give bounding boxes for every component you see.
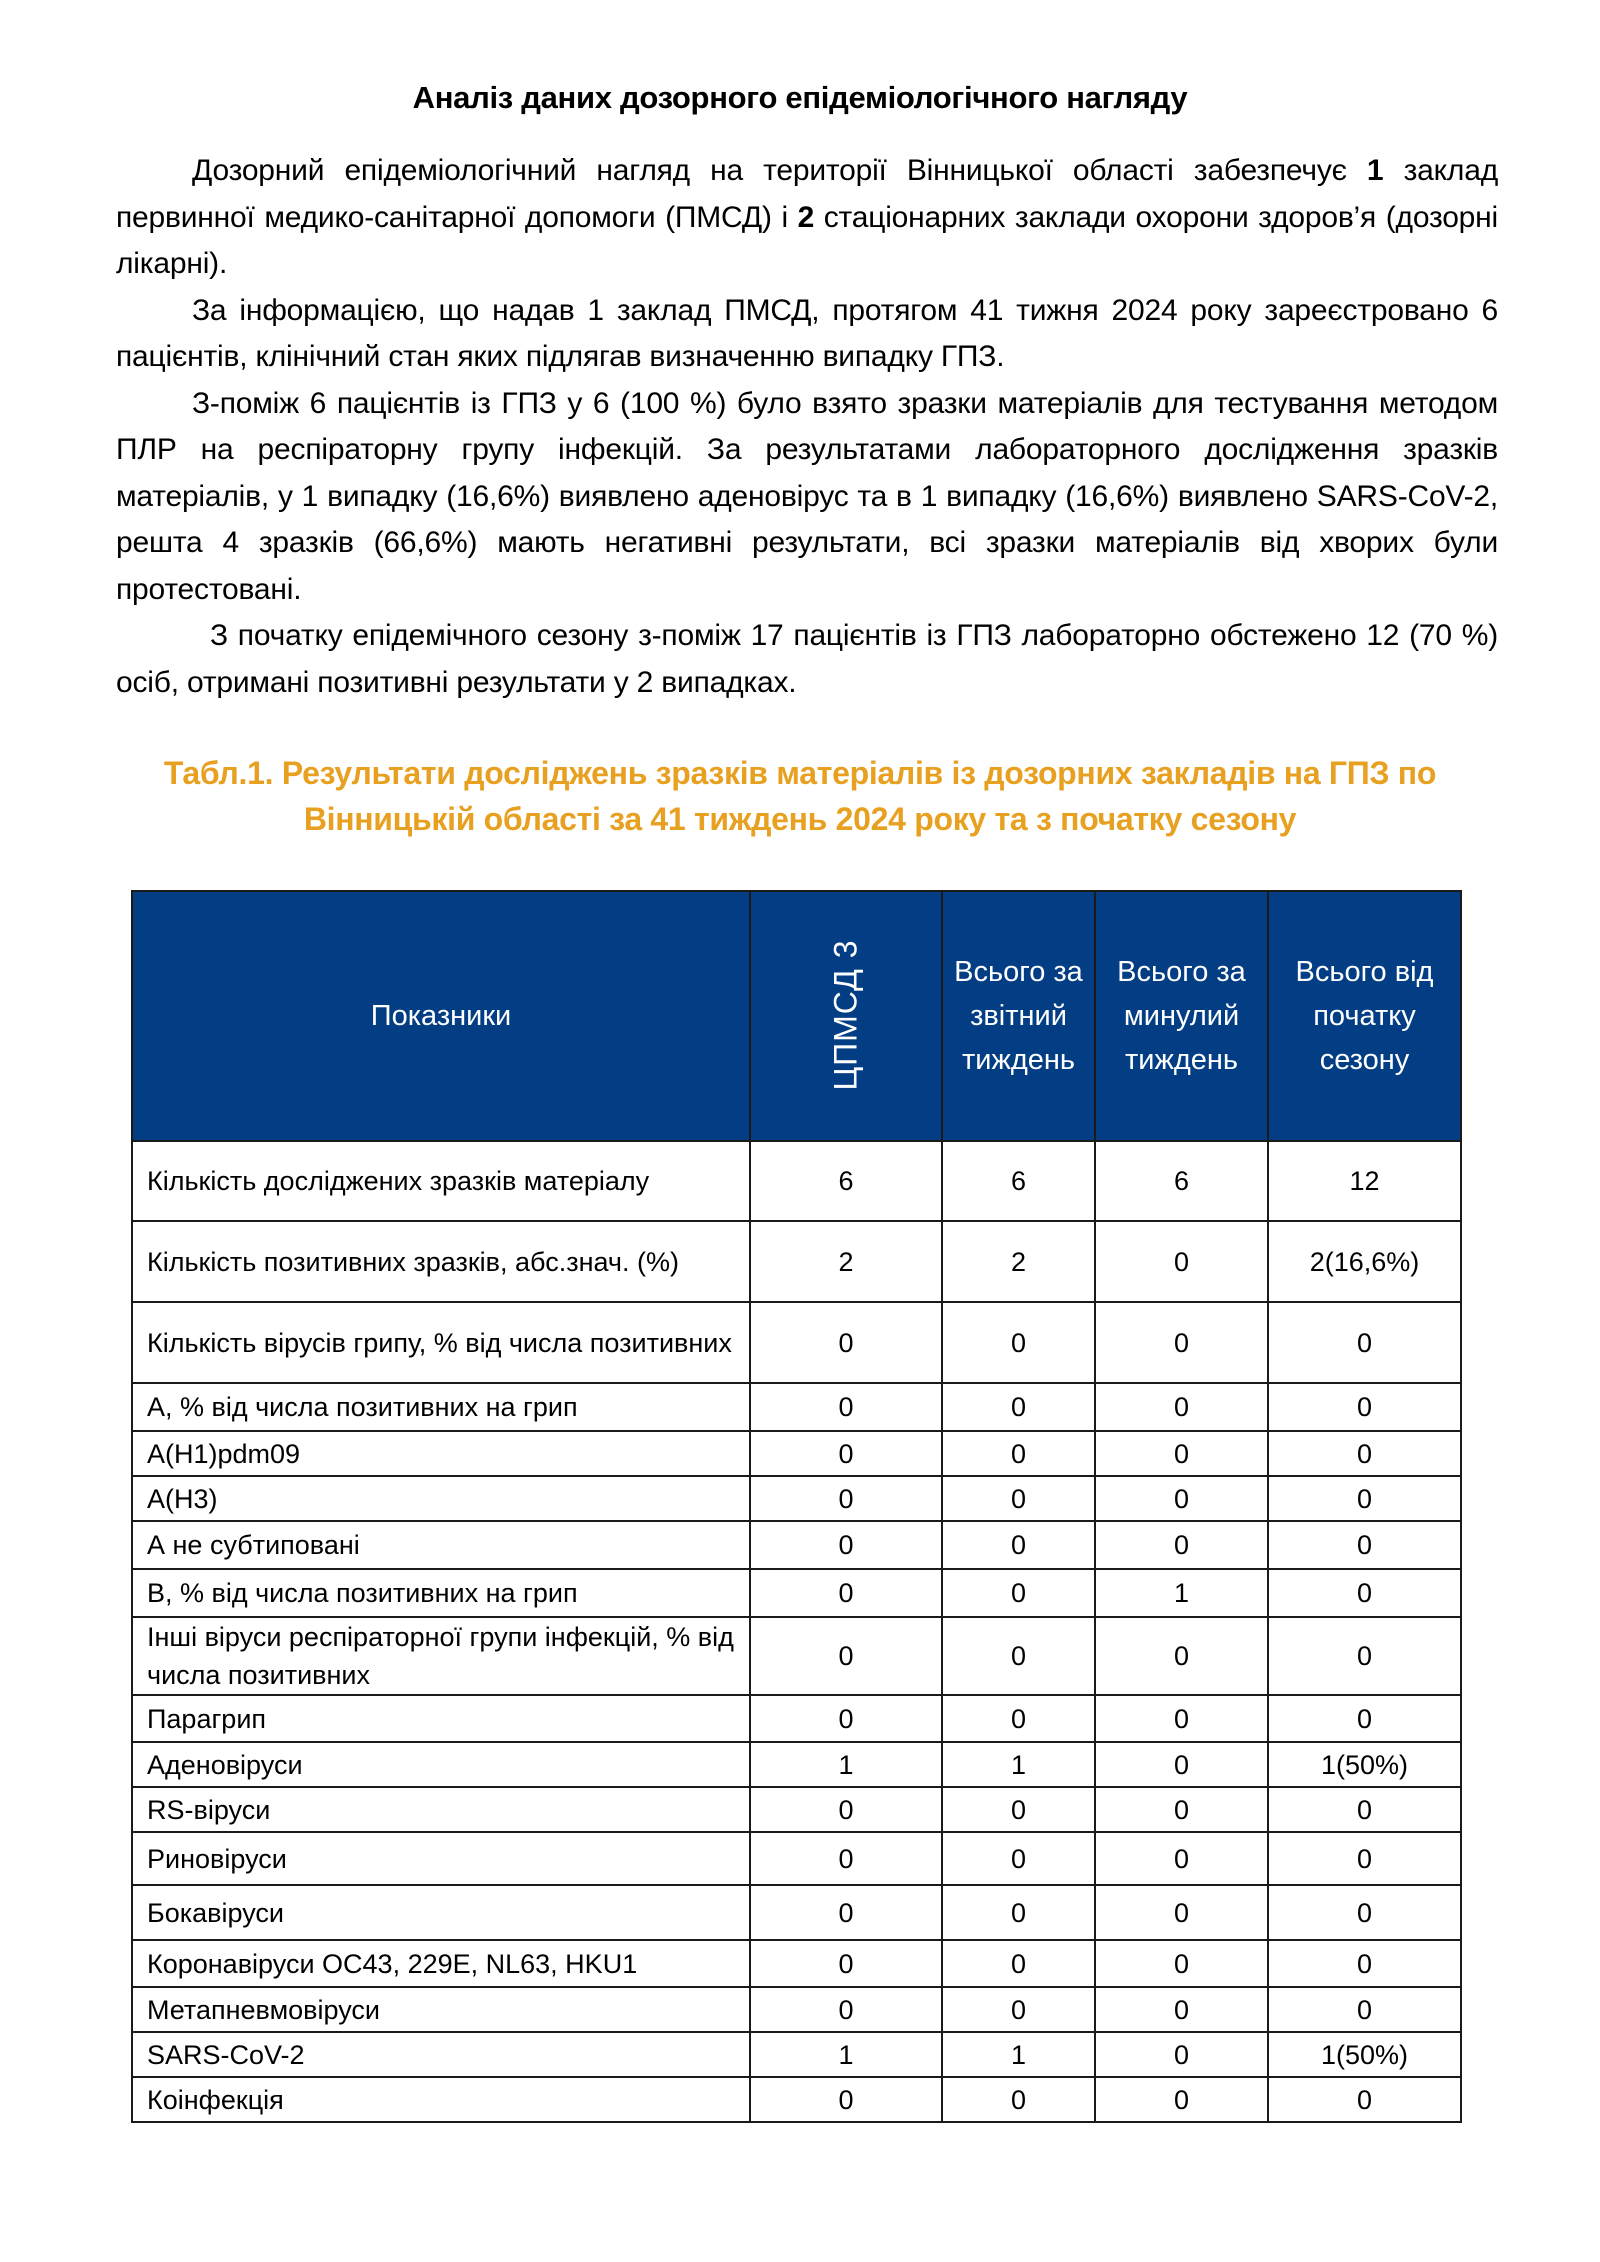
paragraph-1-count-pmsd: 1 bbox=[1366, 154, 1384, 187]
value-reporting-week: 0 bbox=[942, 1521, 1095, 1569]
value-reporting-week: 0 bbox=[942, 1787, 1095, 1832]
paragraph-1-part: Дозорний епідеміологічний нагляд на території Вінницької області забезпечує bbox=[192, 154, 1367, 187]
table-caption-line-2: Вінницькій області за 41 тиждень 2024 року та з початку сезону bbox=[303, 801, 1297, 837]
value-cpmsd3: 0 bbox=[750, 2077, 942, 2122]
value-cpmsd3: 0 bbox=[750, 1885, 942, 1940]
value-cpmsd3: 2 bbox=[750, 1221, 942, 1302]
header-cpmsd3 bbox=[750, 891, 942, 1141]
value-previous-week: 0 bbox=[1095, 1787, 1268, 1832]
value-previous-week: 0 bbox=[1095, 1940, 1268, 1987]
table-row bbox=[132, 2077, 1461, 2122]
document-title: Аналіз даних дозорного епідеміологічного нагляду bbox=[412, 80, 1188, 115]
header-indicators: Показники bbox=[132, 891, 750, 1141]
row-label: SARS-CoV-2 bbox=[132, 2032, 750, 2077]
table-row bbox=[132, 1695, 1461, 1742]
table-row bbox=[132, 1787, 1461, 1832]
row-label: Аденовіруси bbox=[132, 1742, 750, 1787]
value-season-total: 0 bbox=[1268, 1383, 1461, 1431]
value-cpmsd3: 1 bbox=[750, 2032, 942, 2077]
value-season-total: 0 bbox=[1268, 1302, 1461, 1383]
table-row bbox=[132, 1141, 1461, 1221]
header-cpmsd3-label: ЦПМСД 3 bbox=[828, 939, 864, 1091]
paragraph-1-part: стаціонарних заклади охорони здоров’я (дозорні лікарні). bbox=[116, 200, 1498, 280]
paragraph-4: З початку епідемічного сезону з-поміж 17 пацієнтів із ГПЗ лабораторно обстежено 12 (70 %) осіб, отримані позитивні результати у 2 випадках. bbox=[116, 619, 1498, 699]
value-reporting-week: 0 bbox=[942, 1617, 1095, 1695]
value-reporting-week: 0 bbox=[942, 1569, 1095, 1617]
table-row bbox=[132, 1832, 1461, 1885]
table-header-row bbox=[132, 891, 1461, 1141]
value-season-total: 0 bbox=[1268, 1940, 1461, 1987]
value-cpmsd3: 0 bbox=[750, 1476, 942, 1521]
table-caption-line-1: Табл.1. Результати досліджень зразків матеріалів із дозорних закладів на ГПЗ по bbox=[163, 755, 1437, 791]
value-cpmsd3: 1 bbox=[750, 1742, 942, 1787]
paragraph-3: З-поміж 6 пацієнтів із ГПЗ у 6 (100 %) було взято зразки матеріалів для тестування методом ПЛР на респіраторну групу інфекцій. За результатами лабораторного дослідження зразків матеріалів, у 1 випадку (16,6%) виявлено аденовірус та в 1 випадку (16,6%) виявлено SARS-CoV-2, решта 4 зразків (66,6%) мають негативні результати, всі зразки матеріалів від хворих були протестовані. bbox=[116, 386, 1498, 606]
row-label: А не субтиповані bbox=[132, 1521, 750, 1569]
value-season-total: 0 bbox=[1268, 1476, 1461, 1521]
paragraph-2: За інформацією, що надав 1 заклад ПМСД, протягом 41 тижня 2024 року зареєстровано 6 пацієнтів, клінічний стан яких підлягав визначенню випадку ГПЗ. bbox=[116, 293, 1498, 373]
value-previous-week: 0 bbox=[1095, 1431, 1268, 1476]
value-cpmsd3: 0 bbox=[750, 1383, 942, 1431]
value-cpmsd3: 0 bbox=[750, 1431, 942, 1476]
table-row bbox=[132, 1383, 1461, 1431]
value-reporting-week: 0 bbox=[942, 1431, 1095, 1476]
value-reporting-week: 1 bbox=[942, 1742, 1095, 1787]
value-previous-week: 0 bbox=[1095, 1383, 1268, 1431]
value-cpmsd3: 6 bbox=[750, 1141, 942, 1221]
value-reporting-week: 0 bbox=[942, 1302, 1095, 1383]
value-cpmsd3: 0 bbox=[750, 1987, 942, 2032]
value-cpmsd3: 0 bbox=[750, 1940, 942, 1987]
table-row bbox=[132, 1302, 1461, 1383]
row-label: Інші віруси респіраторної групи інфекцій, % від числа позитивних bbox=[132, 1617, 750, 1695]
value-reporting-week: 2 bbox=[942, 1221, 1095, 1302]
header-season-total: Всього від початку сезону bbox=[1268, 891, 1461, 1141]
value-season-total: 0 bbox=[1268, 2077, 1461, 2122]
value-cpmsd3: 0 bbox=[750, 1521, 942, 1569]
value-season-total: 1(50%) bbox=[1268, 2032, 1461, 2077]
header-reporting-week: Всього за звітний тиждень bbox=[942, 891, 1095, 1141]
row-label: В, % від числа позитивних на грип bbox=[132, 1569, 750, 1617]
value-reporting-week: 0 bbox=[942, 1695, 1095, 1742]
value-reporting-week: 0 bbox=[942, 1476, 1095, 1521]
header-previous-week: Всього за минулий тиждень bbox=[1095, 891, 1268, 1141]
value-previous-week: 0 bbox=[1095, 1617, 1268, 1695]
value-previous-week: 0 bbox=[1095, 1695, 1268, 1742]
value-season-total: 2(16,6%) bbox=[1268, 1221, 1461, 1302]
value-season-total: 0 bbox=[1268, 1521, 1461, 1569]
value-season-total: 0 bbox=[1268, 1569, 1461, 1617]
value-season-total: 0 bbox=[1268, 1695, 1461, 1742]
results-table bbox=[131, 890, 1462, 2123]
row-label: А, % від числа позитивних на грип bbox=[132, 1383, 750, 1431]
value-cpmsd3: 0 bbox=[750, 1302, 942, 1383]
table-row bbox=[132, 1476, 1461, 1521]
value-previous-week: 0 bbox=[1095, 2032, 1268, 2077]
body-text bbox=[116, 148, 1498, 706]
value-reporting-week: 0 bbox=[942, 1832, 1095, 1885]
table-row bbox=[132, 1569, 1461, 1617]
value-previous-week: 0 bbox=[1095, 1885, 1268, 1940]
value-reporting-week: 6 bbox=[942, 1141, 1095, 1221]
value-cpmsd3: 0 bbox=[750, 1569, 942, 1617]
paragraph-1-part: заклад первинної медико-санітарної допомоги (ПМСД) і bbox=[116, 154, 1498, 234]
value-season-total: 12 bbox=[1268, 1141, 1461, 1221]
value-season-total: 0 bbox=[1268, 1987, 1461, 2032]
row-label: А(Н1)pdm09 bbox=[132, 1431, 750, 1476]
table-row bbox=[132, 1987, 1461, 2032]
row-label: А(Н3) bbox=[132, 1476, 750, 1521]
paragraph-1-count-hospitals: 2 bbox=[797, 200, 815, 234]
value-cpmsd3: 0 bbox=[750, 1832, 942, 1885]
paragraph-1 bbox=[116, 148, 1498, 288]
value-reporting-week: 1 bbox=[942, 2032, 1095, 2077]
value-reporting-week: 0 bbox=[942, 2077, 1095, 2122]
value-season-total: 0 bbox=[1268, 1885, 1461, 1940]
table-row bbox=[132, 1940, 1461, 1987]
value-reporting-week: 0 bbox=[942, 1383, 1095, 1431]
row-label: Риновіруси bbox=[132, 1832, 750, 1885]
value-previous-week: 0 bbox=[1095, 1302, 1268, 1383]
value-season-total: 1(50%) bbox=[1268, 1742, 1461, 1787]
table-row bbox=[132, 2032, 1461, 2077]
value-previous-week: 0 bbox=[1095, 1521, 1268, 1569]
value-season-total: 0 bbox=[1268, 1431, 1461, 1476]
value-previous-week: 0 bbox=[1095, 1221, 1268, 1302]
value-previous-week: 6 bbox=[1095, 1141, 1268, 1221]
value-reporting-week: 0 bbox=[942, 1885, 1095, 1940]
row-label: Кількість позитивних зразків, абс.знач. (%) bbox=[132, 1221, 750, 1302]
table-row bbox=[132, 1431, 1461, 1476]
value-previous-week: 0 bbox=[1095, 1476, 1268, 1521]
value-previous-week: 0 bbox=[1095, 1832, 1268, 1885]
value-season-total: 0 bbox=[1268, 1617, 1461, 1695]
table-row bbox=[132, 1521, 1461, 1569]
row-label: Парагрип bbox=[132, 1695, 750, 1742]
value-cpmsd3: 0 bbox=[750, 1787, 942, 1832]
row-label: Бокавіруси bbox=[132, 1885, 750, 1940]
row-label: Кількість вірусів грипу, % від числа позитивних bbox=[132, 1302, 750, 1383]
value-reporting-week: 0 bbox=[942, 1940, 1095, 1987]
value-reporting-week: 0 bbox=[942, 1987, 1095, 2032]
table-row bbox=[132, 1221, 1461, 1302]
row-label: Коронавіруси ОС43, 229E, NL63, HKU1 bbox=[132, 1940, 750, 1987]
value-previous-week: 1 bbox=[1095, 1569, 1268, 1617]
value-season-total: 0 bbox=[1268, 1787, 1461, 1832]
row-label: Метапневмовіруси bbox=[132, 1987, 750, 2032]
value-previous-week: 0 bbox=[1095, 2077, 1268, 2122]
value-previous-week: 0 bbox=[1095, 1987, 1268, 2032]
value-cpmsd3: 0 bbox=[750, 1617, 942, 1695]
table-row bbox=[132, 1742, 1461, 1787]
value-cpmsd3: 0 bbox=[750, 1695, 942, 1742]
table-caption bbox=[100, 750, 1500, 842]
row-label: Кількість досліджених зразків матеріалу bbox=[132, 1141, 750, 1221]
value-previous-week: 0 bbox=[1095, 1742, 1268, 1787]
table-row bbox=[132, 1885, 1461, 1940]
row-label: Коінфекція bbox=[132, 2077, 750, 2122]
value-season-total: 0 bbox=[1268, 1832, 1461, 1885]
row-label: RS-віруси bbox=[132, 1787, 750, 1832]
table-row bbox=[132, 1617, 1461, 1695]
